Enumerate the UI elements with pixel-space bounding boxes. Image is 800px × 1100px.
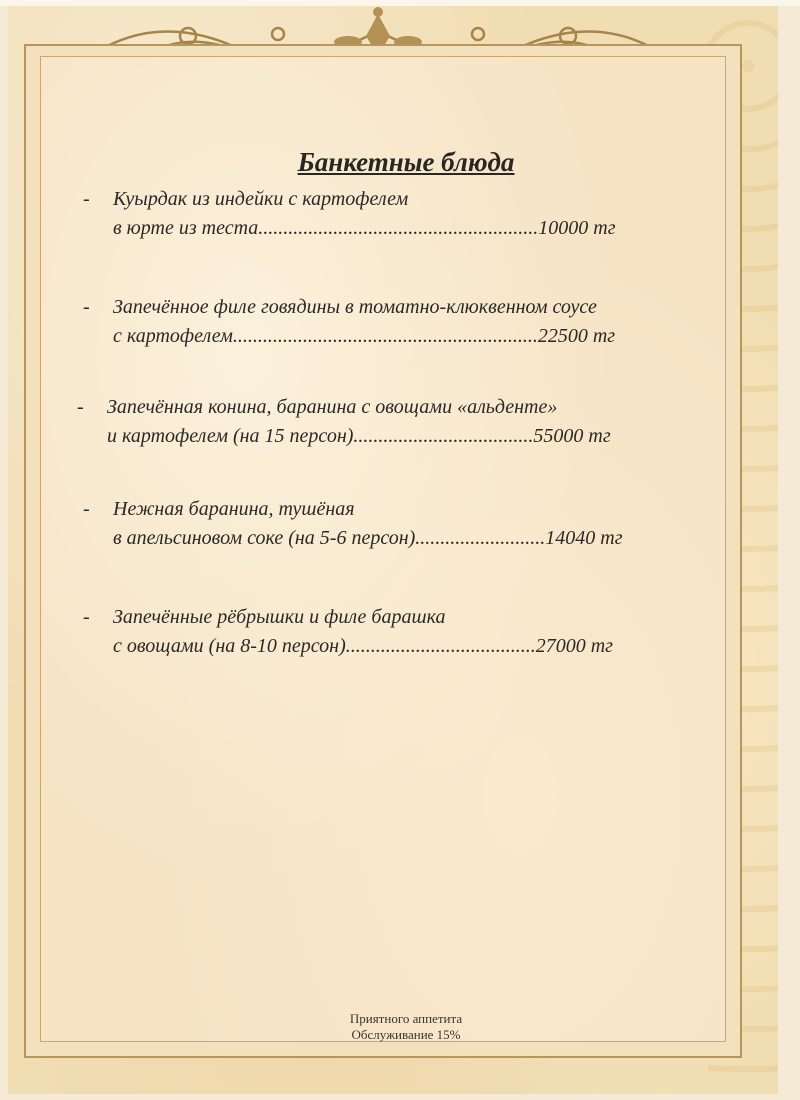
leader-dots: ...................................... <box>345 635 536 657</box>
menu-item <box>83 185 723 243</box>
leader-dots: ............................................................. <box>232 325 538 347</box>
dish-detail: с овощами (на 8-10 персон) <box>113 635 346 657</box>
dish-name: Куырдак из индейки с картофелем <box>113 188 409 210</box>
menu-footer <box>41 1011 771 1043</box>
menu-item <box>83 293 723 351</box>
dish-detail: с картофелем <box>113 325 233 347</box>
menu-item <box>83 603 723 661</box>
footer-greeting: Приятного аппетита <box>349 1011 463 1026</box>
bullet-dash: - <box>83 296 90 318</box>
menu-title: Банкетные блюда <box>297 147 515 177</box>
dish-price: 14040 тг <box>545 527 623 549</box>
dish-price: 27000 тг <box>535 635 613 657</box>
outer-frame <box>24 44 742 1058</box>
dish-price: 55000 тг <box>533 425 611 447</box>
dish-name: Нежная баранина, тушёная <box>113 498 355 520</box>
bullet-dash: - <box>83 188 90 210</box>
bullet-dash: - <box>83 606 90 628</box>
dish-price: 22500 тг <box>537 325 616 347</box>
dish-name: Запечённое филе говядины в томатно-клюквенном соусе <box>113 296 597 318</box>
menu-page <box>8 6 778 1094</box>
dish-name: Запечённая конина, баранина с овощами «альденте» <box>107 396 558 418</box>
leader-dots: ........................................................ <box>258 217 539 239</box>
menu-item <box>77 393 717 451</box>
dish-price: 10000 тг <box>538 217 616 239</box>
dish-name: Запечённые рёбрышки и филе барашка <box>113 606 446 628</box>
dish-detail: в апельсиновом соке (на 5-6 персон) <box>113 527 416 549</box>
footer-service-charge: Обслуживание 15% <box>351 1027 461 1042</box>
inner-frame <box>40 56 726 1042</box>
dish-detail: и картофелем (на 15 персон) <box>107 425 354 447</box>
bullet-dash: - <box>83 498 90 520</box>
bullet-dash: - <box>77 396 84 418</box>
leader-dots: .................................... <box>353 425 534 447</box>
dish-detail: в юрте из теста <box>113 217 259 239</box>
leader-dots: .......................... <box>415 527 546 549</box>
menu-item <box>83 495 723 553</box>
